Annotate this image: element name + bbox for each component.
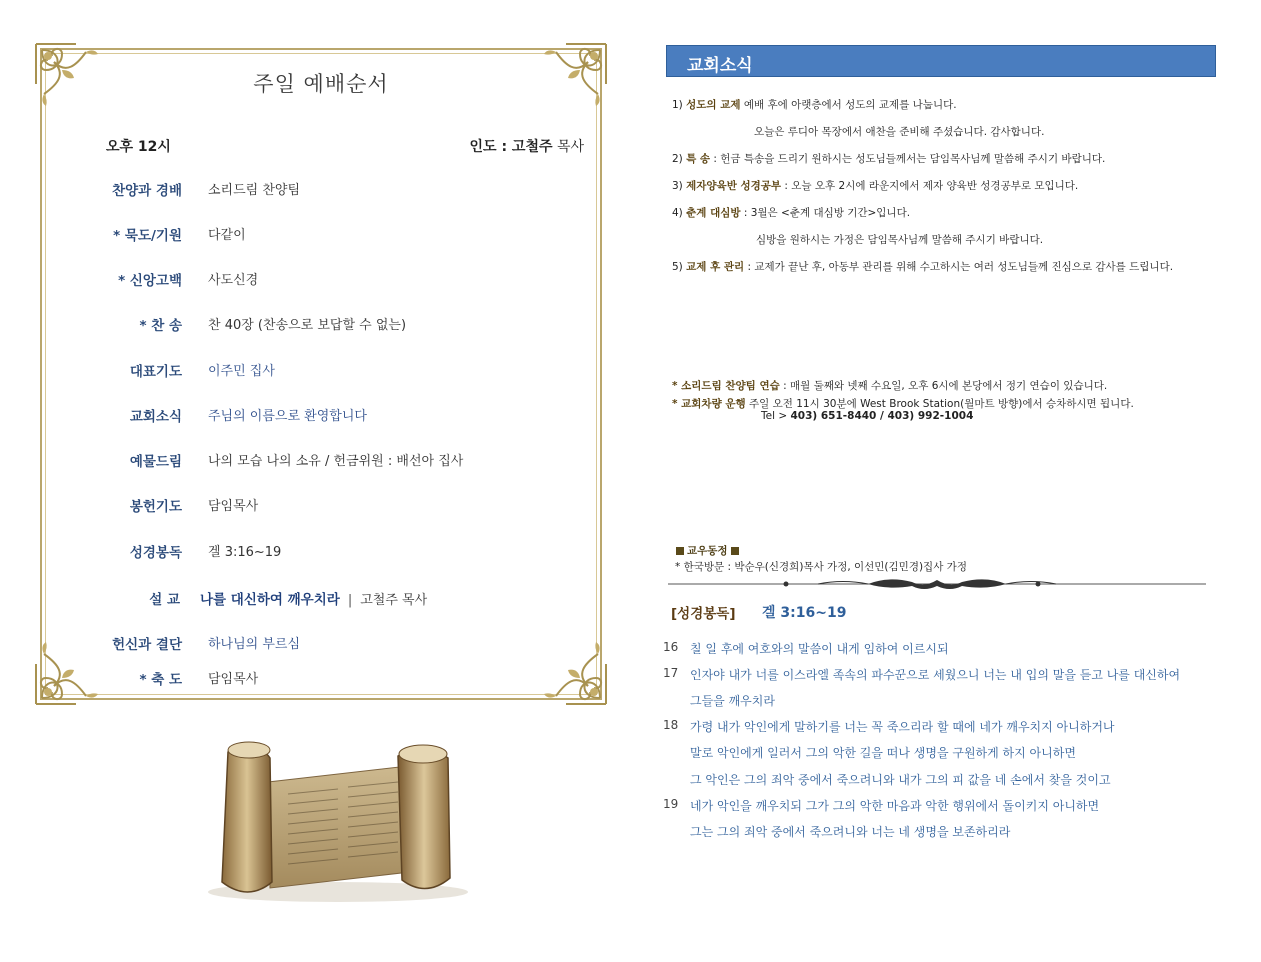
- order-item-name: 봉헌기도: [129, 499, 182, 515]
- order-item: [34, 541, 608, 561]
- order-item-name: * 축 도: [139, 672, 182, 688]
- order-item: [34, 269, 608, 289]
- news-item-key: 춘계 대심방: [686, 207, 741, 219]
- order-item-name: 설 교: [149, 592, 180, 608]
- scroll-image: [198, 732, 478, 904]
- service-leader: [470, 136, 584, 156]
- order-item-value: 이주민 집사: [208, 364, 275, 379]
- verse-text: 그 악인은 그의 죄악 중에서 죽으려니와 내가 그의 피 값을 네 손에서 찾을 것이고: [690, 773, 1111, 787]
- notice-key: * 소리드림 찬양팀 연습: [672, 380, 780, 392]
- order-item-value: 찬 40장 (찬송으로 보답할 수 없는): [208, 318, 407, 333]
- news-item-number: 5): [672, 261, 683, 273]
- order-item-name: 예물드림: [129, 454, 182, 470]
- service-time: 오후 12시: [106, 139, 171, 155]
- order-item: [34, 495, 608, 515]
- sermon-preacher: 고철주 목사: [360, 593, 428, 608]
- news-item-number: 2): [672, 153, 683, 165]
- order-item: [34, 668, 608, 688]
- news-item-text: 예배 후에 아랫층에서 성도의 교제를 나눕니다.: [740, 99, 957, 111]
- news-item-key: 제자양육반 성경공부: [686, 180, 782, 192]
- order-item-sermon: [34, 588, 608, 608]
- news-item-number: 4): [672, 207, 683, 219]
- verse-number: 19: [663, 797, 679, 811]
- news-item: [756, 232, 1043, 247]
- order-item: [34, 633, 608, 653]
- order-item: [34, 405, 608, 425]
- order-item-name: 찬양과 경배: [112, 183, 182, 199]
- sermon-title: 나를 대신하여 깨우치라: [200, 592, 340, 608]
- verse-text: 그는 그의 죄악 중에서 죽으려니와 너는 네 생명을 보존하리라: [690, 825, 1011, 839]
- order-item: [34, 179, 608, 199]
- leader-label: 인도 : 고철주: [469, 139, 553, 155]
- order-item-name: 대표기도: [129, 364, 182, 380]
- news-item-key: 교제 후 관리: [686, 261, 745, 273]
- order-item-name: * 찬 송: [139, 318, 182, 334]
- church-news-title: 교회소식: [687, 56, 753, 76]
- order-item-name: 교회소식: [129, 409, 182, 425]
- news-item-text: : 오늘 오후 2시에 라운지에서 제자 양육반 성경공부로 모입니다.: [781, 180, 1079, 192]
- members-title: 교우동정: [687, 545, 728, 557]
- order-item: [34, 314, 608, 334]
- news-item: [672, 259, 1173, 274]
- church-news-header: [666, 45, 1216, 77]
- order-item-value: 다같이: [208, 228, 246, 243]
- news-item-key: 특 송: [686, 153, 711, 165]
- order-item-value: 겔 3:16~19: [208, 545, 282, 560]
- notice-item: [672, 396, 1134, 411]
- order-item: [34, 360, 608, 380]
- order-item: [34, 224, 608, 244]
- bible-reading-reference: 겔 3:16~19: [762, 605, 847, 621]
- order-item-name: 성경봉독: [129, 545, 182, 561]
- sermon-separator: |: [347, 593, 353, 608]
- order-item-name: 헌신과 결단: [112, 637, 182, 653]
- notice-text: 주일 오전 11시 30분에 West Brook Station(월마트 방향)에서 승차하시면 됩니다.: [745, 398, 1134, 410]
- order-item-value: 하나님의 부르심: [208, 637, 301, 652]
- notice-phone: [761, 410, 973, 422]
- order-item-value: 나의 모습 나의 소유 / 헌금위원 : 배선아 집사: [208, 454, 464, 469]
- verse-text: 칠 일 후에 여호와의 말씀이 내게 임하여 이르시되: [690, 642, 949, 656]
- leader-title: 목사: [552, 139, 584, 155]
- news-item-key: 성도의 교제: [686, 99, 741, 111]
- order-item-name: * 묵도/기원: [113, 228, 182, 244]
- ornament-divider-icon: [668, 574, 1206, 594]
- order-item-name: * 신앙고백: [118, 273, 182, 289]
- verse-number: 18: [663, 718, 679, 732]
- news-item: [672, 178, 1078, 193]
- news-item-text: 오늘은 루디아 목장에서 애찬을 준비해 주셨습니다. 감사합니다.: [754, 126, 1045, 138]
- news-item-text: : 헌금 특송을 드리기 원하시는 성도님들께서는 담임목사님께 말씀해 주시기 바랍니다.: [710, 153, 1106, 165]
- members-line: * 한국방문 : 박순우(신경희)목사 가정, 이선민(김민경)집사 가정: [675, 561, 967, 573]
- order-item-value: 소리드림 찬양팀: [208, 183, 301, 198]
- notice-text: : 매월 둘째와 넷째 수요일, 오후 6시에 본당에서 정기 연습이 있습니다.: [779, 380, 1108, 392]
- news-item-text: 심방을 원하시는 가정은 담임목사님께 말씀해 주시기 바랍니다.: [756, 234, 1044, 246]
- verse-text: 말로 악인에게 일러서 그의 악한 길을 떠나 생명을 구원하게 하지 아니하면: [690, 746, 1076, 760]
- bible-reading-label: [성경봉독]: [671, 606, 736, 622]
- members-heading: [673, 543, 742, 558]
- phone-numbers: 403) 651-8440 / 403) 992-1004: [790, 410, 974, 422]
- verse-text: 네가 악인을 깨우치되 그가 그의 악한 마음과 악한 행위에서 돌이키지 아니하면: [690, 799, 1100, 813]
- order-item-value: 주님의 이름으로 환영합니다: [208, 409, 367, 424]
- news-item: [672, 97, 957, 112]
- phone-prefix: Tel >: [761, 410, 791, 422]
- worship-order-frame: [34, 42, 608, 706]
- page-title: 주일 예배순서: [253, 72, 389, 96]
- order-item-value: 담임목사: [208, 499, 259, 514]
- news-item-number: 1): [672, 99, 683, 111]
- verse-number: 17: [663, 666, 679, 680]
- news-item: [672, 205, 910, 220]
- order-item-value: 사도신경: [208, 273, 259, 288]
- news-item-number: 3): [672, 180, 683, 192]
- notice-key: * 교회차량 운행: [672, 398, 746, 410]
- news-item: [672, 151, 1105, 166]
- news-item-text: : 교제가 끝난 후, 아동부 관리를 위해 수고하시는 여러 성도님들께 진심으로 감사를 드립니다.: [744, 261, 1174, 273]
- verse-text: 인자야 내가 너를 이스라엘 족속의 파수꾼으로 세웠으니 너는 내 입의 말을 듣고 나를 대신하여: [690, 668, 1181, 682]
- order-item: [34, 450, 608, 470]
- order-item-value: 담임목사: [208, 672, 259, 687]
- square-bullet-icon: [676, 547, 684, 555]
- verse-text: 그들을 깨우치라: [690, 694, 775, 708]
- news-item: [754, 124, 1044, 139]
- verse-number: 16: [663, 640, 679, 654]
- notice-item: [672, 378, 1107, 393]
- square-bullet-icon: [731, 547, 739, 555]
- order-item-value: [200, 588, 427, 608]
- news-item-text: : 3월은 <춘계 대심방 기간>입니다.: [740, 207, 911, 219]
- verse-text: 가령 내가 악인에게 말하기를 너는 꼭 죽으리라 할 때에 네가 깨우치지 아니하거나: [690, 720, 1115, 734]
